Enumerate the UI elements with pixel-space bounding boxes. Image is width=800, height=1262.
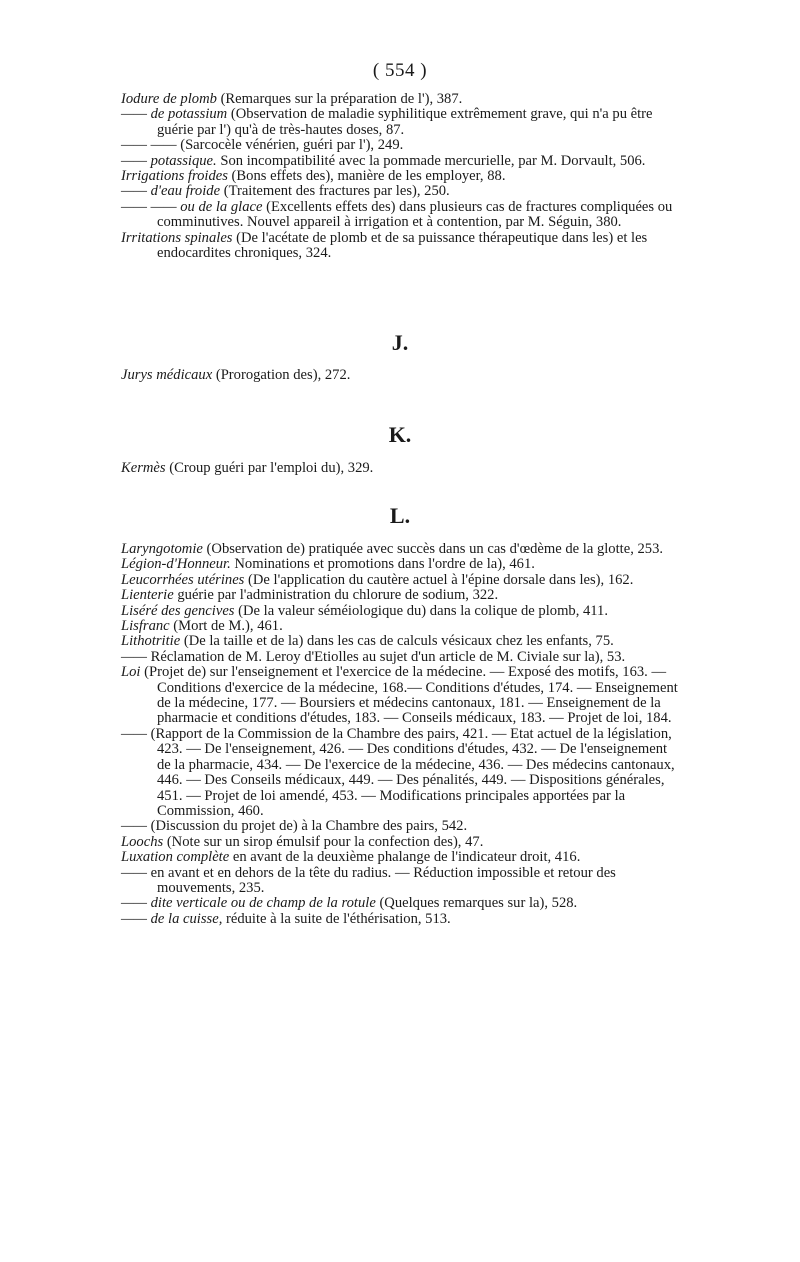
index-entry-heading: Laryngotomie <box>121 541 203 557</box>
index-entry-heading: Leucorrhées utérines <box>121 571 245 588</box>
index-entry-heading: Irrigations froides <box>121 168 228 185</box>
index-entry-heading: Irritations spinales <box>121 229 233 246</box>
index-entry-heading: —— d'eau froide <box>121 183 221 200</box>
index-entry <box>121 850 681 865</box>
index-entry-text: réduite à la suite de l'éthérisation, 513. <box>222 910 451 927</box>
index-entry <box>121 461 681 476</box>
section-letter-l: L. <box>389 503 411 528</box>
index-entry <box>121 542 681 557</box>
index-entry-text: (Remarques sur la préparation de l'), 387. <box>216 91 463 107</box>
index-entry-text: (De l'application du cautère actuel à l'épine dorsale dans les), 162. <box>244 571 634 588</box>
index-entry-heading: —— <box>121 818 147 835</box>
index-entry-heading: Liséré des gencives <box>121 602 235 619</box>
index-entry-text: (Croup guéri par l'emploi du), 329. <box>165 460 374 476</box>
index-entry-heading: —— <box>121 648 147 665</box>
index-entry <box>121 835 681 850</box>
index-entry-text: (Prorogation des), 272. <box>212 367 351 383</box>
index-entry <box>121 200 681 231</box>
index-entry <box>121 138 681 153</box>
index-entry-heading: Jurys médicaux <box>121 367 213 383</box>
index-entry <box>121 896 681 911</box>
entries-block-i <box>121 92 681 261</box>
index-entry <box>121 619 681 634</box>
index-entry-text: (Observation de maladie syphilitique extrêmement grave, qui n'a pu être guérie par l') qu'à de très-hautes doses, 87. <box>157 106 653 138</box>
index-entry <box>121 231 681 262</box>
index-entry-text: (Observation de) pratiquée avec succès dans un cas d'œdème de la glotte, 253. <box>202 541 664 557</box>
index-entry-heading: Luxation complète <box>121 849 230 866</box>
index-entry-heading: —— dite verticale ou de champ de la rotule <box>121 895 376 912</box>
index-entry-text: Nominations et promotions dans l'ordre de la), 461. <box>230 556 535 573</box>
section-letter-j: J. <box>391 330 409 355</box>
index-entry-text: (De la valeur séméiologique du) dans la colique de plomb, 411. <box>234 602 609 619</box>
index-entry-text: (Note sur un sirop émulsif pour la confection des), 47. <box>163 833 484 850</box>
index-entry <box>121 650 681 665</box>
entries-block-j <box>121 368 681 383</box>
index-entry-heading: —— de la cuisse, <box>121 910 223 927</box>
index-entry-text: (Quelques remarques sur la), 528. <box>375 895 578 912</box>
index-entry-heading: Loochs <box>121 833 164 850</box>
index-entry <box>121 107 681 138</box>
index-entry <box>121 819 681 834</box>
index-entry-heading: Lisfranc <box>121 618 170 635</box>
index-entry-heading: Légion-d'Honneur. <box>121 556 231 573</box>
index-entry-heading: —— —— <box>121 137 177 154</box>
index-entry <box>121 665 681 727</box>
index-entry-heading: —— de potassium <box>121 106 228 123</box>
index-entry-heading: Kermès <box>121 460 166 476</box>
index-entry-text: (Sarcocèle vénérien, guéri par l'), 249. <box>176 137 404 154</box>
index-entry <box>121 912 681 927</box>
index-entry-heading: Loi <box>121 664 141 681</box>
index-entry <box>121 604 681 619</box>
index-entry-heading: Lienterie <box>121 587 174 604</box>
index-entry <box>121 573 681 588</box>
index-entry-text: (Traitement des fractures par les), 250. <box>220 183 450 200</box>
index-entry-text: (De l'acétate de plomb et de sa puissance thérapeutique dans les) et les endocardites chroniques, 324. <box>157 229 648 262</box>
index-entry <box>121 92 681 107</box>
entries-block-k <box>121 461 681 476</box>
index-entry-text: (De la taille et de la) dans les cas de calculs vésicaux chez les enfants, 75. <box>180 633 614 650</box>
index-entry-text: (Rapport de la Commission de la Chambre des pairs, 421. — Etat actuel de la législation, 423. — De l'enseignement, 426. — Des conditions d'études, 432. — De l'enseignement de la pharmacie, 434. — De l'exercice de la médecine, 436. — Des médecins cantonaux, 446. — Des Conseils médicaux, 449. — Des pénalités, 449. — Dispositions générales, 451. — Projet de loi amendé, 453. — Modifications principales apportées par la Commission, 460. <box>146 725 675 819</box>
page-number: ( 554 ) <box>372 60 428 81</box>
index-entry <box>121 154 681 169</box>
index-entry-text: Son incompatibilité avec la pommade mercurielle, par M. Dorvault, 506. <box>216 152 646 169</box>
index-entry <box>121 184 681 199</box>
section-letter-k: K. <box>388 422 412 447</box>
index-entry-text: Réclamation de M. Leroy d'Etiolles au sujet d'un article de M. Civiale sur la), 53. <box>146 648 626 665</box>
index-entry-text: en avant de la deuxième phalange de l'indicateur droit, 416. <box>229 849 581 866</box>
index-entry-text: en avant et en dehors de la tête du radius. — Réduction impossible et retour des mouvements, 235. <box>146 864 616 896</box>
index-entry-text: (Discussion du projet de) à la Chambre des pairs, 542. <box>146 818 468 835</box>
index-entry <box>121 557 681 572</box>
index-entry-text: (Mort de M.), 461. <box>169 618 283 635</box>
index-entry-heading: Lithotritie <box>121 633 181 650</box>
index-entry-text: (Projet de) sur l'enseignement et l'exercice de la médecine. — Exposé des motifs, 163. — Conditions d'exercice de la médecine, 168.— Conditions d'études, 174. — Enseignement de la médecine, 177. — Boursiers et médecins cantonaux, 181. — Enseignement de la pharmacie et conditions d'études, 183. — Conseils médicaux, 183. — Projet de loi, 184. <box>140 664 678 727</box>
index-entry <box>121 634 681 649</box>
index-entry <box>121 866 681 897</box>
index-entry <box>121 169 681 184</box>
index-entry-heading: —— potassique. <box>121 152 217 169</box>
index-entry-text: guérie par l'administration du chlorure de sodium, 322. <box>173 587 499 604</box>
index-entry-text: (Bons effets des), manière de les employer, 88. <box>227 168 506 185</box>
index-entry <box>121 368 681 383</box>
index-entry-heading: —— <box>121 864 147 881</box>
entries-block-l <box>121 542 681 927</box>
index-entry <box>121 727 681 819</box>
index-entry-heading: —— —— ou de la glace <box>121 198 263 215</box>
index-entry-text: (Excellents effets des) dans plusieurs cas de fractures compliquées ou comminutives. Nouvel appareil à irrigation et à contention, par M. Séguin, 380. <box>157 198 673 231</box>
index-entry-heading: Iodure de plomb <box>121 91 217 107</box>
index-entry-heading: —— <box>121 725 147 742</box>
index-entry <box>121 588 681 603</box>
